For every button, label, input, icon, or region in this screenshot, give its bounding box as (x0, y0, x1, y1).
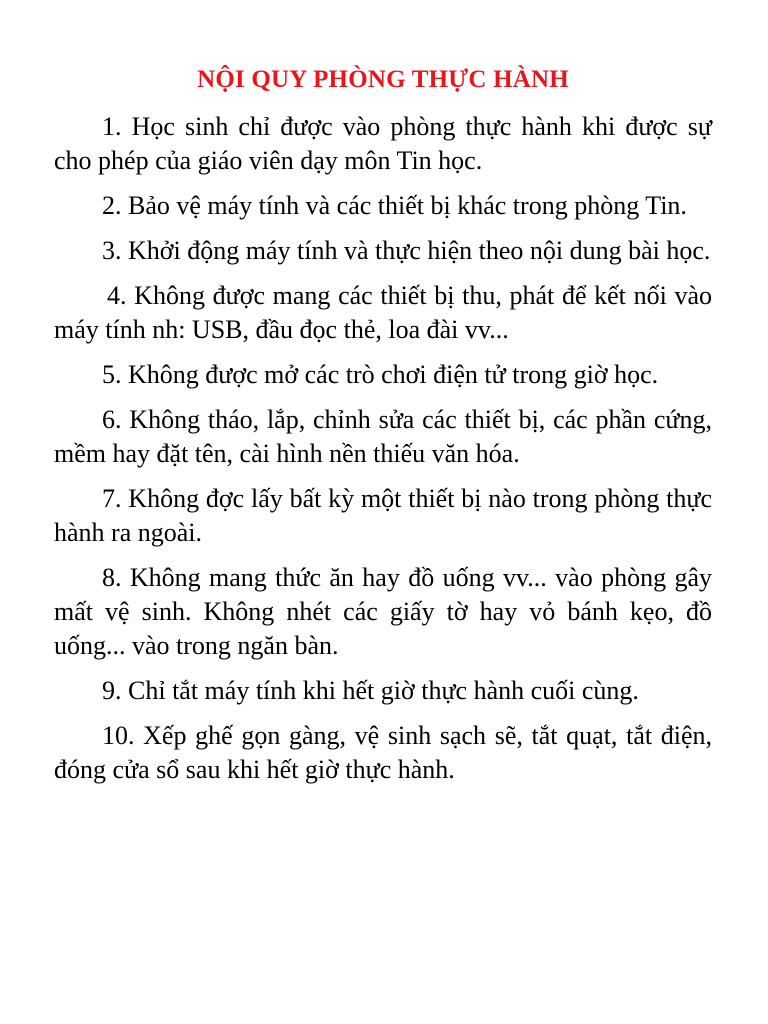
rule-item-9: 9. Chỉ tắt máy tính khi hết giờ thực hành cuối cùng. (102, 676, 639, 705)
rule-item-2: 2. Bảo vệ máy tính và các thiết bị khác trong phòng Tin. (102, 191, 687, 220)
rule-item-10: 10. Xếp ghế gọn gàng, vệ sinh sạch sẽ, tắt quạt, tắt điện, đóng cửa sổ sau khi hết giờ thực hành. (54, 721, 712, 784)
document-title: NỘI QUY PHÒNG THỰC HÀNH (197, 66, 569, 93)
rule-item-4: 4. Không được mang các thiết bị thu, phát để kết nối vào máy tính nh: USB, đầu đọc thẻ, loa đài vv... (54, 281, 712, 344)
rule-item-3: 3. Khởi động máy tính và thực hiện theo nội dung bài học. (102, 236, 711, 265)
rule-item-1: 1. Học sinh chỉ được vào phòng thực hành khi được sự cho phép của giáo viên dạy môn Tin học. (54, 112, 712, 175)
rules-list (54, 110, 712, 787)
rule-item-8: 8. Không mang thức ăn hay đồ uống vv... vào phòng gây mất vệ sinh. Không nhét các giấy tờ hay vỏ bánh kẹo, đồ uống... vào trong ngăn bàn. (54, 563, 712, 660)
rule-item-6: 6. Không tháo, lắp, chỉnh sửa các thiết bị, các phần cứng, mềm hay đặt tên, cài hình nền thiếu văn hóa. (54, 405, 712, 468)
rule-item-7: 7. Không đợc lấy bất kỳ một thiết bị nào trong phòng thực hành ra ngoài. (54, 484, 712, 547)
rule-item-5: 5. Không được mở các trò chơi điện tử trong giờ học. (102, 360, 659, 389)
